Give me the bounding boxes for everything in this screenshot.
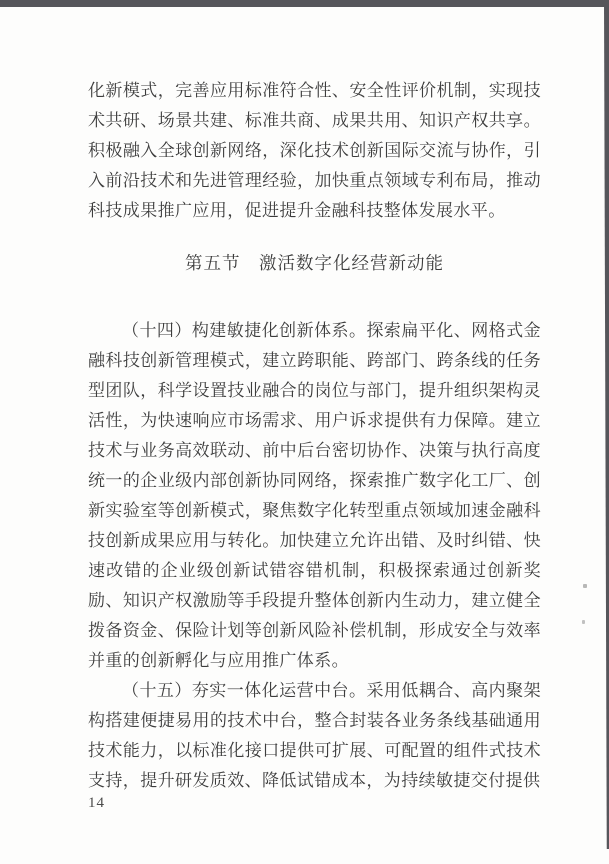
page-number: 14 [88, 795, 105, 811]
paragraph-item-15 [88, 676, 541, 796]
paragraph-lead: （十五）夯实一体化运营中台。 [122, 681, 367, 700]
continuation-paragraph: 化新模式，完善应用标准符合性、安全性评价机制，实现技术共研、场景共建、标准共商、成果共用、知识产权共享。积极融入全球创新网络，深化技术创新国际交流与协作，引入前沿技术和先进管理经验，加快重点领域专利布局，推动科技成果推广应用，促进提升金融科技整体发展水平。 [88, 81, 541, 220]
paragraph-body: 采用低耦合、高内聚架构搭建便捷易用的技术中台，整合封装各业务条线基础通用技术能力，以标准化接口提供可扩展、可配置的组件式技术支持，提升研发质效、降低试错成本，为持续敏捷交付提供 [88, 681, 541, 790]
paragraph-item-14 [88, 316, 541, 676]
scan-right-edge [604, 0, 609, 849]
page-body-text [88, 76, 541, 796]
scan-top-edge [0, 0, 609, 7]
paragraph-body: 探索扁平化、网格式金融科技创新管理模式，建立跨职能、跨部门、跨条线的任务型团队，科学设置技业融合的岗位与部门，提升组织架构灵活性，为快速响应市场需求、用户诉求提供有力保障。建立技术与业务高效联动、前中后台密切协作、决策与执行高度统一的企业级内部创新协同网络，探索推广数字化工厂、创新实验室等创新模式，聚焦数字化转型重点领域加速金融科技创新成果应用与转化。加快建立允许出错、及时纠错、快速改错的企业级创新试错容错机制，积极探索通过创新奖励、知识产权激励等手段提升整体创新内生动力，建立健全拨备资金、保险计划等创新风险补偿机制，形成安全与效率并重的创新孵化与应用推广体系。 [88, 321, 541, 670]
section-heading: 第五节 激活数字化经营新动能 [185, 253, 444, 273]
paragraph-lead: （十四）构建敏捷化创新体系。 [122, 321, 367, 340]
scan-speck [583, 584, 587, 588]
scan-speck [582, 620, 585, 624]
